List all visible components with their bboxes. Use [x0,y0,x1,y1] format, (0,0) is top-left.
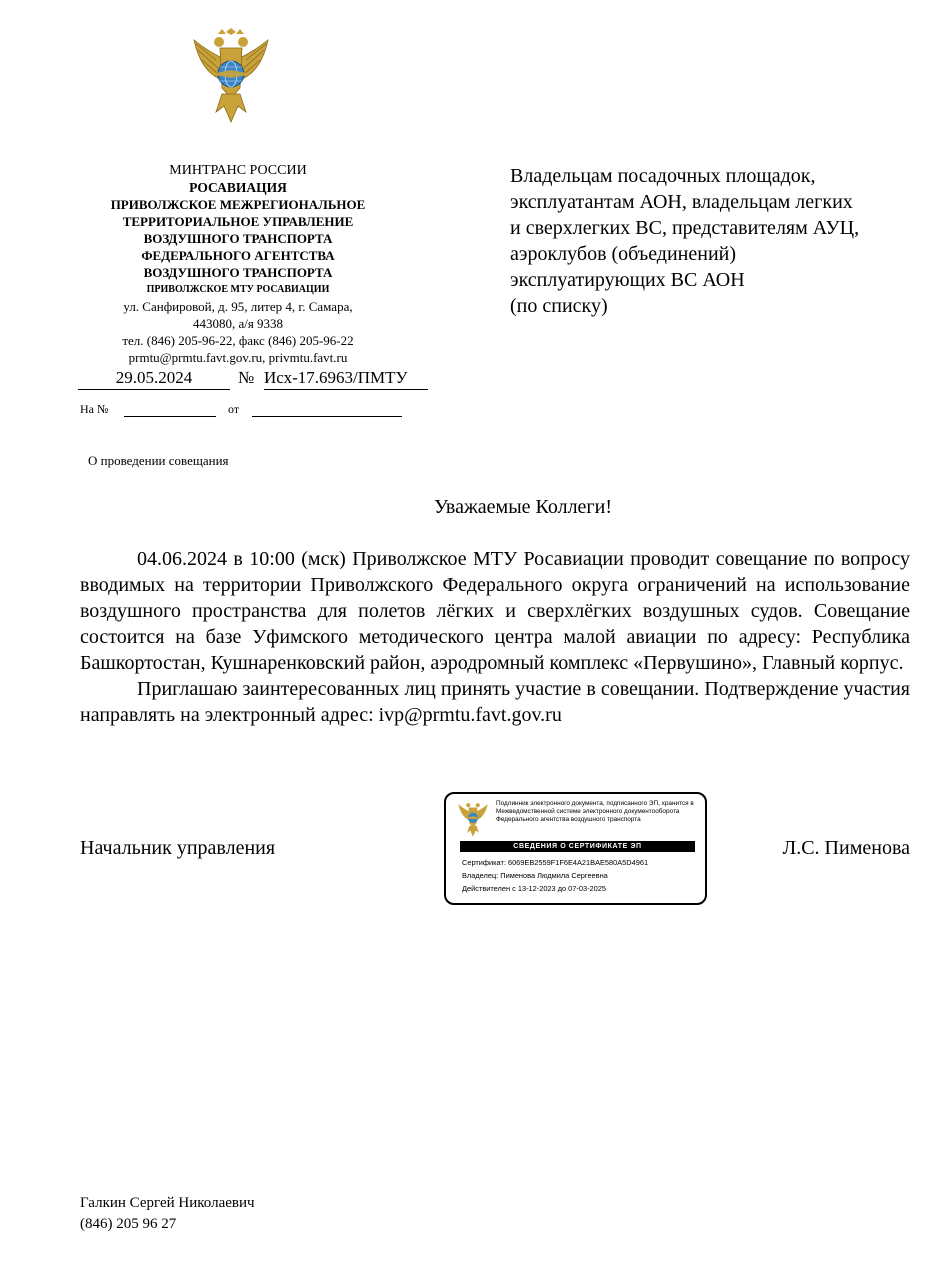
stamp-header: СВЕДЕНИЯ О СЕРТИФИКАТЕ ЭП [460,841,695,852]
reference-date-blank [252,416,402,417]
letterhead [78,162,398,366]
addressee-line: эксплуатирующих ВС АОН [510,269,745,291]
letter-body [80,546,910,728]
body-paragraph: Приглашаю заинтересованных лиц принять участие в совещании. Подтверждение участия направлять на электронный адрес: ivp@prmtu.favt.gov.ru [80,678,910,726]
postal-address: ул. Санфировой, д. 95, литер 4, г. Самара, [123,299,353,314]
signer-title: Начальник управления [80,837,276,859]
postal-address: 443080, а/я 9338 [192,316,284,331]
addressee-line: (по списку) [510,295,608,317]
signer-name: Л.С. Пименова [782,837,910,859]
number-sign: № [238,368,255,387]
reference-number-blank [124,416,216,417]
certificate-validity: Действителен с 13-12-2023 до 07-03-2025 [462,884,606,893]
ministry-name: МИНТРАНС РОССИИ [169,163,307,178]
body-paragraph: 04.06.2024 в 10:00 (мск) Приволжское МТУ Росавиации проводит совещание по вопросу вводимых на территории Приволжского Федерального округа ограничений на использование воздушного пространства для полетов лёгких и сверхлёгких воздушных судов. Совещание состоится на базе Уфимского методического центра малой авиации по адресу: Республика Башкортостан, Кушнаренковский район, аэродромный комплекс «Первушино», Главный корпус. [80,548,910,674]
email-addresses: prmtu@prmtu.favt.gov.ru, privmtu.favt.ru [128,350,348,365]
reference-number-label: На № [80,402,109,416]
executor-block [80,1193,255,1235]
double-headed-eagle-emblem-icon [188,28,274,126]
addressee-line: и сверхлегких ВС, представителям АУЦ, [510,217,860,239]
addressee-line: эксплуатантам АОН, владельцам легких [510,191,853,213]
department-short-name: ПРИВОЛЖСКОЕ МТУ РОСАВИАЦИИ [146,284,330,295]
agency-name: РОСАВИАЦИЯ [189,180,287,195]
salutation: Уважаемые Коллеги! [434,496,612,518]
letter-subject: О проведении совещания [88,453,229,468]
addressee-block [510,163,930,319]
registration-line [78,368,438,390]
executor-phone: (846) 205 96 27 [80,1216,177,1232]
stamp-emblem-icon [456,799,490,839]
executor-name: Галкин Сергей Николаевич [80,1195,255,1211]
registration-number: Исх-17.6963/ПМТУ [264,368,428,390]
registration-date: 29.05.2024 [78,368,230,390]
phone-fax: тел. (846) 205-96-22, факс (846) 205-96-22 [122,333,354,348]
reference-line [80,402,410,422]
stamp-note: Подлинник электронного документа, подписанного ЭП, хранится в Межведомственной системе электронного документооборота Федерального агентства воздушного транспорта [496,800,694,823]
department-line: ВОЗДУШНОГО ТРАНСПОРТА [143,265,333,280]
department-line: ВОЗДУШНОГО ТРАНСПОРТА [143,231,333,246]
addressee-line: Владельцам посадочных площадок, [510,165,816,187]
department-line: ТЕРРИТОРИАЛЬНОЕ УПРАВЛЕНИЕ [122,214,354,229]
addressee-line: аэроклубов (объединений) [510,243,737,265]
department-line: ПРИВОЛЖСКОЕ МЕЖРЕГИОНАЛЬНОЕ [110,197,366,212]
certificate-owner: Владелец: Пименова Людмила Сергеевна [462,871,608,880]
certificate-serial: Сертификат: 6069EB2559F1F6E4A21BAE580A5D4961 [462,858,649,867]
department-line: ФЕДЕРАЛЬНОГО АГЕНТСТВА [141,248,335,263]
reference-date-label: от [228,402,240,416]
electronic-signature-stamp [444,792,707,905]
